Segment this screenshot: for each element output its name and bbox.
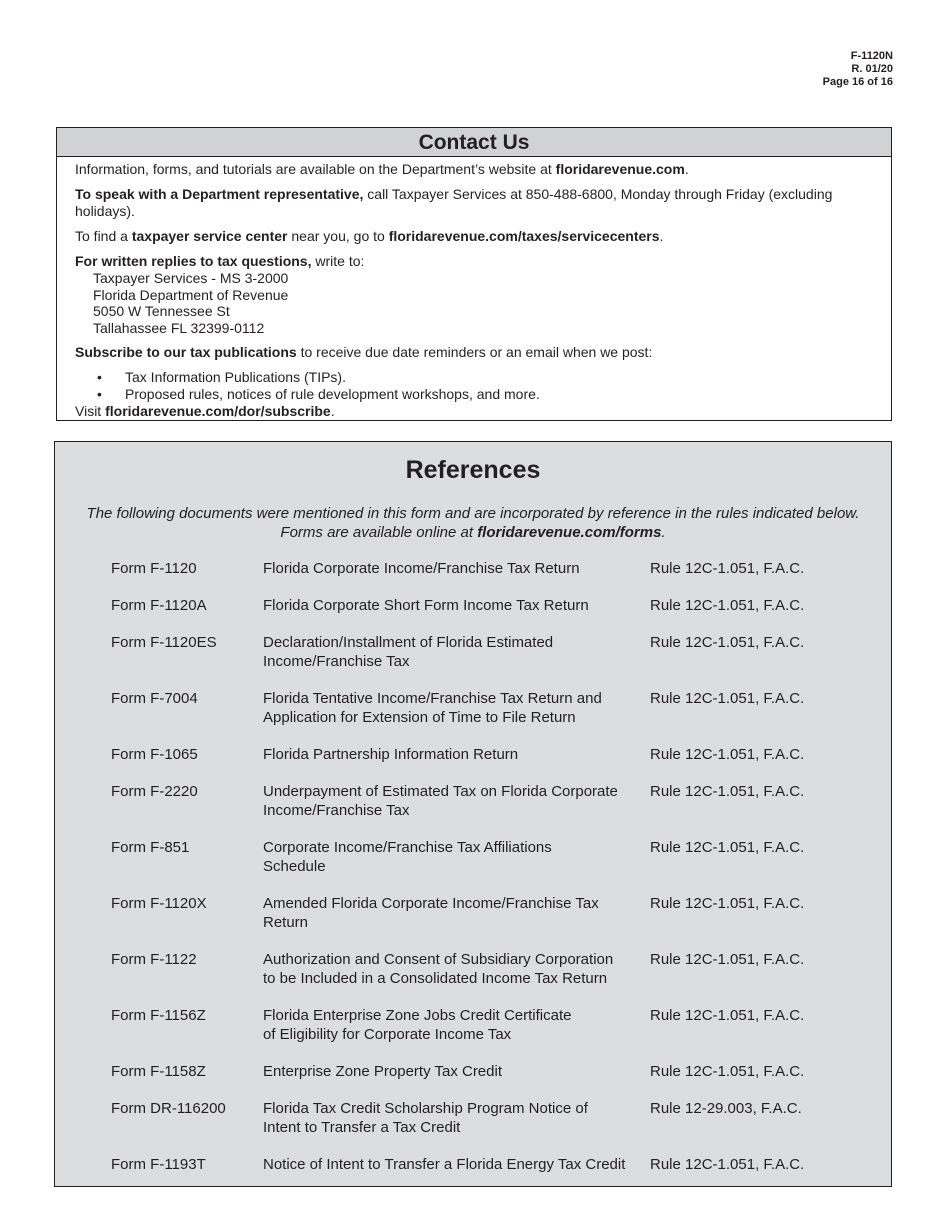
form-rule: Rule 12C-1.051, F.A.C. [650,951,805,968]
form-rule: Rule 12C-1.051, F.A.C. [650,597,805,614]
website-paragraph: Information, forms, and tutorials are available on the Department’s website at floridarevenue.com. [75,161,689,177]
form-name: Form F-2220 [111,783,198,800]
form-description: Florida Partnership Information Return [263,746,519,763]
mailing-address [93,270,873,336]
address-line: Taxpayer Services - MS 3-2000 [93,270,289,286]
subscribe-link[interactable]: floridarevenue.com/dor/subscribe [105,403,331,419]
form-description: Florida Corporate Short Form Income Tax Return [263,597,589,614]
form-rule: Rule 12C-1.051, F.A.C. [650,1063,805,1080]
representative-paragraph: To speak with a Department representative, call Taxpayer Services at 850-488-6800, Monday through Friday (excluding holidays). [75,186,833,219]
form-name: Form F-851 [111,839,190,856]
bullet-item: • Tax Information Publications (TIPs). [97,369,346,385]
contact-us-body [57,157,891,420]
form-description: Enterprise Zone Property Tax Credit [263,1063,502,1080]
form-description: Declaration/Installment of Florida Estimated Income/Franchise Tax [263,634,554,670]
bullet-icon: • [97,369,102,385]
forms-link[interactable]: floridarevenue.com/forms [477,524,662,541]
references-intro: The following documents were mentioned in this form and are incorporated by reference in the rules indicated below. Forms are available online at floridarevenue.com/forms. [86,505,860,541]
bullet-icon: • [97,386,102,402]
form-rule: Rule 12C-1.051, F.A.C. [650,560,805,577]
references-title: References [405,456,541,484]
form-name: Form F-1120ES [111,634,217,651]
form-name: Form F-1193T [111,1156,206,1173]
form-description: Florida Tentative Income/Franchise Tax Return and Application for Extension of Time to File Return [263,690,602,726]
form-rule: Rule 12C-1.051, F.A.C. [650,839,805,856]
page-number: Page 16 of 16 [822,76,893,88]
form-name: Form F-7004 [111,690,198,707]
references-box [54,441,892,1187]
contact-us-title: Contact Us [57,128,891,157]
form-header [823,50,893,89]
form-name: Form F-1065 [111,746,198,763]
form-rule: Rule 12C-1.051, F.A.C. [650,690,805,707]
bullet-item: • Proposed rules, notices of rule development workshops, and more. [97,386,540,402]
subscribe-paragraph: Subscribe to our tax publications to receive due date reminders or an email when we post: [75,344,653,360]
service-center-paragraph: To find a taxpayer service center near you, go to floridarevenue.com/taxes/servicecenters. [75,228,664,244]
service-center-link[interactable]: floridarevenue.com/taxes/servicecenters [388,228,660,244]
form-name: Form F-1156Z [111,1007,206,1024]
address-line: Florida Department of Revenue [93,286,289,303]
form-name: Form F-1120A [111,597,207,614]
visit-paragraph: Visit floridarevenue.com/dor/subscribe. [75,403,335,419]
form-rule: Rule 12C-1.051, F.A.C. [650,634,805,651]
form-description: Florida Enterprise Zone Jobs Credit Certificate of Eligibility for Corporate Income Tax [263,1007,572,1043]
form-description: Authorization and Consent of Subsidiary Corporation to be Included in a Consolidated Income Tax Return [263,951,614,987]
address-line: Tallahassee FL 32399-0112 [93,319,265,336]
form-rule: Rule 12C-1.051, F.A.C. [650,895,805,912]
form-name: Form F-1120X [111,895,207,912]
form-name: Form F-1158Z [111,1063,206,1080]
contact-us-box [56,127,892,421]
form-name: Form F-1120 [111,560,197,577]
written-replies-paragraph: For written replies to tax questions, write to: [75,253,365,269]
form-description: Corporate Income/Franchise Tax Affiliations Schedule [263,839,552,875]
form-revision: R. 01/20 [851,63,893,75]
form-rule: Rule 12C-1.051, F.A.C. [650,1007,805,1024]
form-rule: Rule 12C-1.051, F.A.C. [650,1156,805,1173]
form-description: Underpayment of Estimated Tax on Florida Corporate Income/Franchise Tax [263,783,618,819]
form-description: Florida Corporate Income/Franchise Tax Return [263,560,580,577]
form-number: F-1120N [850,50,893,62]
form-name: Form DR-116200 [111,1100,226,1117]
form-rule: Rule 12-29.003, F.A.C. [650,1100,802,1117]
address-line: 5050 W Tennessee St [93,303,230,319]
form-description: Florida Tax Credit Scholarship Program Notice of Intent to Transfer a Tax Credit [263,1100,588,1136]
form-description: Notice of Intent to Transfer a Florida Energy Tax Credit [263,1156,626,1173]
form-rule: Rule 12C-1.051, F.A.C. [650,783,805,800]
form-rule: Rule 12C-1.051, F.A.C. [650,746,805,763]
form-name: Form F-1122 [111,951,197,968]
form-description: Amended Florida Corporate Income/Franchise Tax Return [263,895,599,931]
website-link[interactable]: floridarevenue.com [555,161,685,177]
